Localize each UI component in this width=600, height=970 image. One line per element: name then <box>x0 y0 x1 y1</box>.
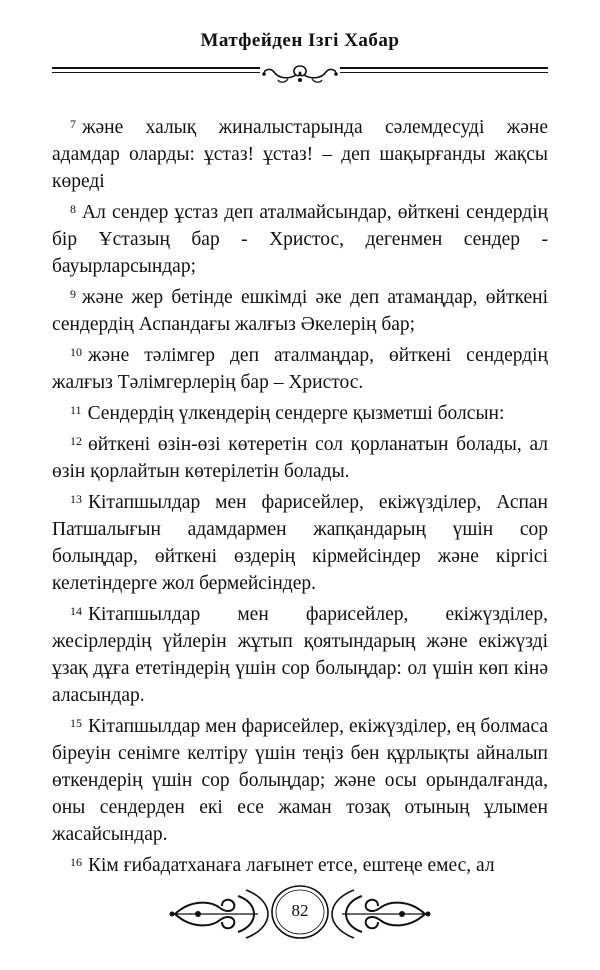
verse-text: және халық жиналыстарында сәлемдесуді және адамдар оларды: ұстаз! ұстаз! – деп шақырғанды жақсы көреді <box>52 117 548 192</box>
verse-number: 16 <box>70 855 82 869</box>
verse <box>52 400 548 427</box>
verse <box>52 199 548 280</box>
verse-number: 15 <box>70 716 82 730</box>
verse-number: 11 <box>70 403 82 417</box>
header-title: Матфейден Ізгі Хабар <box>200 30 400 51</box>
verse-text: Кітапшылдар мен фарисейлер, екіжүзділер, жесірлердің үйлерін жұтып қоятындарың және екіжүзді ұзақ дұға ететіндерің үшін сор болыңдар: ол үшін көп кінә аласындар. <box>52 604 548 706</box>
verse <box>52 342 548 396</box>
verse-text: Ал сендер ұстаз деп аталмайсындар, өйткені сендердің бір Ұстазың бар - Христос, дегенмен сендер - бауырларсындар; <box>52 202 548 277</box>
verse-number: 14 <box>70 604 82 618</box>
verse-number: 9 <box>70 287 76 301</box>
verse-number: 7 <box>70 117 76 131</box>
verse <box>52 489 548 597</box>
verse <box>52 601 548 709</box>
verse-text: және жер бетінде ешкімді әке деп атамаңдар, өйткені сендердің Аспандағы жалғыз Әкелерің бар; <box>52 287 548 335</box>
verse-text: Кітапшылдар мен фарисейлер, екіжүзділер, Аспан Патшалығын адамдармен жапқандарың үшін сор болыңдар, өйткені өздерің кірмейсіндер және кіргісі келетіндерге жол бермейсіндер. <box>52 492 548 594</box>
verse-number: 12 <box>70 434 82 448</box>
verse <box>52 284 548 338</box>
verse <box>52 431 548 485</box>
verse-text: Кім ғибадатханаға лағынет етсе, ештеңе емес, ал <box>88 855 495 876</box>
verse <box>52 114 548 195</box>
verse-text: Сендердің үлкендерің сендерге қызметші болсын: <box>87 403 505 424</box>
verse-number: 10 <box>70 345 82 359</box>
verse-number: 8 <box>70 202 76 216</box>
verse-number: 13 <box>70 492 82 506</box>
page-number: 82 <box>291 901 309 920</box>
verse-text: өйткені өзін-өзі көтеретін сол қорланатын болады, ал өзін қорлайтын көтерілетін болады. <box>52 434 548 482</box>
page-content <box>52 114 548 883</box>
verse <box>52 713 548 848</box>
ornament-top-icon <box>260 62 340 86</box>
verse-text: және тәлімгер деп аталмаңдар, өйткені сендердің жалғыз Тәлімгерлерің бар – Христос. <box>52 345 548 393</box>
verse-text: Кітапшылдар мен фарисейлер, екіжүзділер, ең болмаса біреуін сенімге келтіру үшін теңіз бен құрлықты айналып өткендерің үшін сор болыңдар; және осы орындалғанда, оны сендерден екі есе жаман тозақ отының ұлымен жасайсындар. <box>52 716 548 845</box>
